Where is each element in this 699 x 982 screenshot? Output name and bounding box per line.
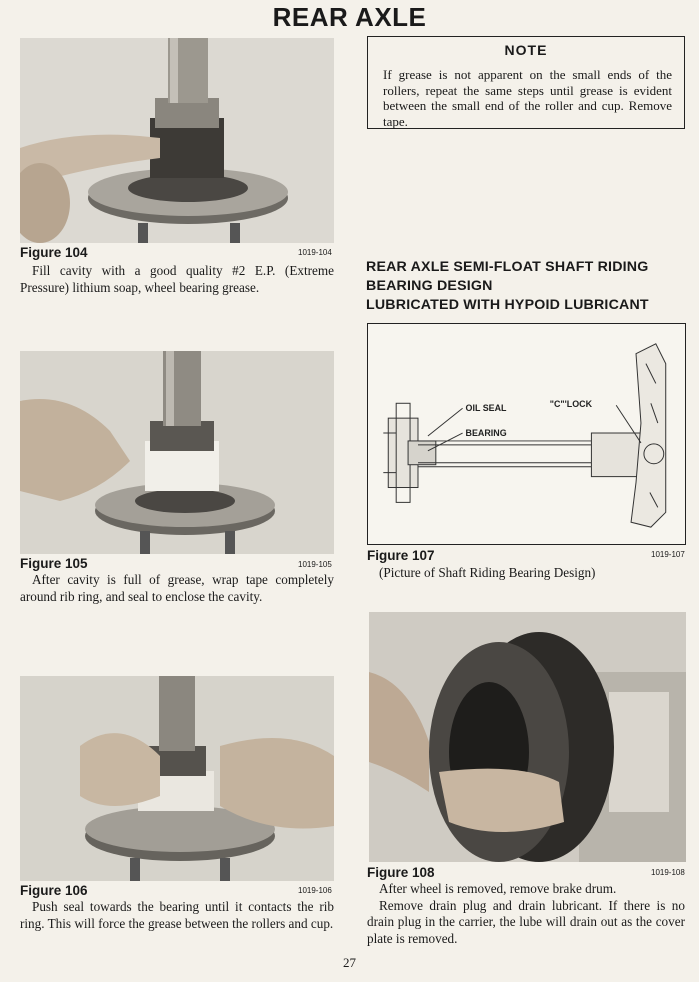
- figure-108-label: Figure 108: [367, 865, 435, 880]
- caption-paragraph: Push seal towards the bearing until it contacts the rib ring. This will force the grease between the rollers and cup.: [20, 899, 334, 931]
- figure-104-photo: [20, 38, 334, 243]
- figure-108-caption: [367, 881, 685, 947]
- caption-paragraph: Remove drain plug and drain lubricant. If there is no drain plug in the carrier, the lube will drain out as the cover plate is removed.: [367, 897, 685, 946]
- note-title: NOTE: [504, 42, 548, 58]
- caption-paragraph: Fill cavity with a good quality #2 E.P. (Extreme Pressure) lithium soap, wheel bearing grease.: [20, 263, 334, 295]
- figure-107-label: Figure 107: [367, 548, 435, 563]
- figure-106-label: Figure 106: [20, 883, 88, 898]
- section-heading-line: BEARING DESIGN: [366, 278, 493, 294]
- c-lock-label: "C"'LOCK: [549, 399, 593, 410]
- figure-108-code: 1019-108: [651, 868, 685, 877]
- caption-paragraph: After wheel is removed, remove brake drum.: [379, 881, 617, 896]
- figure-104-code: 1019-104: [298, 248, 332, 257]
- section-heading: [366, 258, 691, 315]
- bearing-label: BEARING: [465, 427, 507, 438]
- figure-106-code: 1019-106: [298, 886, 332, 895]
- figure-106-photo: [20, 676, 334, 881]
- figure-107-caption: [367, 565, 685, 582]
- section-heading-line: REAR AXLE SEMI-FLOAT SHAFT RIDING: [366, 259, 649, 275]
- caption-paragraph: (Picture of Shaft Riding Bearing Design): [379, 565, 596, 580]
- figure-107-diagram: [367, 323, 686, 545]
- caption-paragraph: After cavity is full of grease, wrap tape completely around rib ring, and seal to enclose the cavity.: [20, 572, 334, 604]
- figure-104-caption: [20, 263, 334, 296]
- note-text: If grease is not apparent on the small ends of the rollers, repeat the same steps until grease is evident between the small end of the roller and cup. Remove tape.: [383, 67, 672, 129]
- note-box: [367, 36, 685, 129]
- section-heading-line: LUBRICATED WITH HYPOID LUBRICANT: [366, 297, 649, 313]
- figure-106-caption: [20, 899, 334, 932]
- figure-105-caption: [20, 572, 334, 605]
- page-number: 27: [343, 955, 356, 970]
- page-title: REAR AXLE: [272, 2, 427, 32]
- figure-104-label: Figure 104: [20, 245, 88, 260]
- oil-seal-label: OIL SEAL: [465, 403, 507, 414]
- figure-108-photo: [369, 612, 686, 862]
- figure-107-code: 1019-107: [651, 550, 685, 559]
- figure-105-code: 1019-105: [298, 560, 332, 569]
- figure-105-label: Figure 105: [20, 556, 88, 571]
- figure-105-photo: [20, 351, 334, 554]
